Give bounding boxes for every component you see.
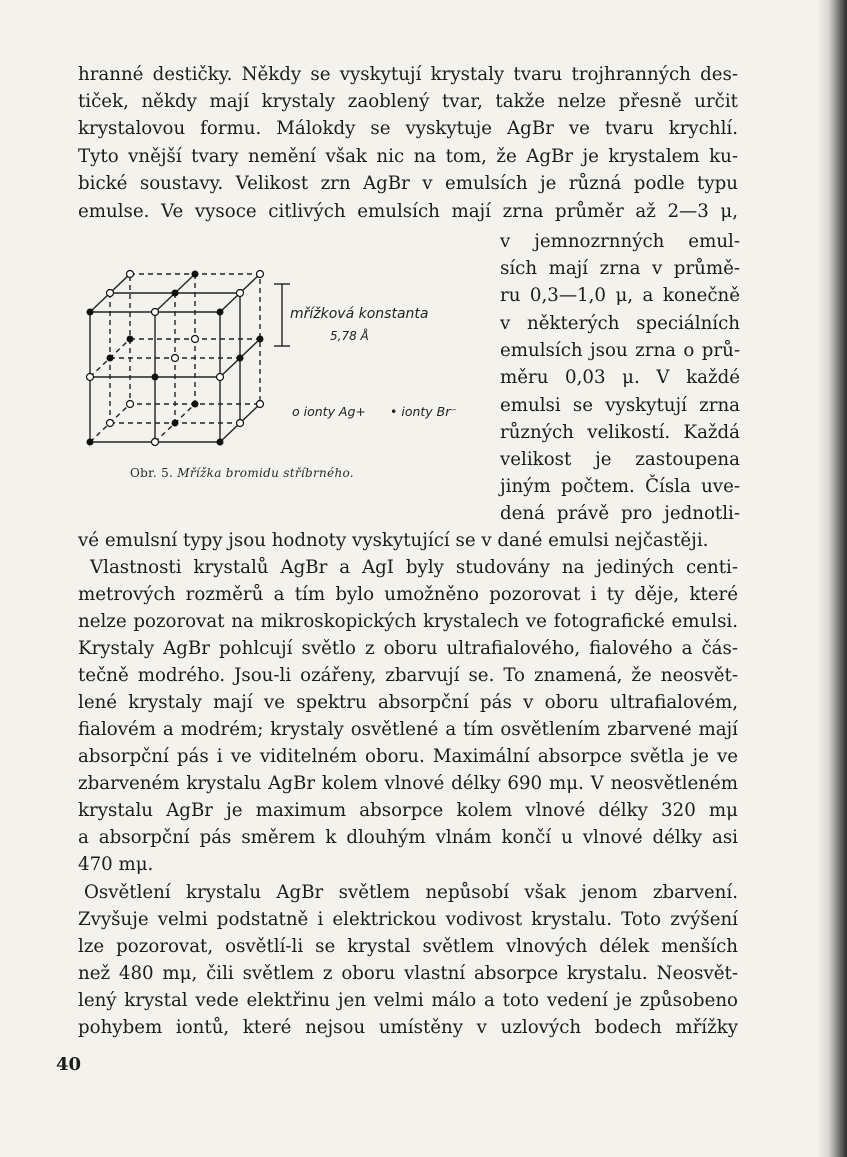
text-line: emulsi se vyskytují zrna <box>500 395 740 416</box>
text-line: velikost je zastoupena <box>500 449 740 470</box>
text-line: měru 0,03 μ. V každé <box>500 367 740 388</box>
text-line: krystalovou formu. Málokdy se vyskytuje AgBr ve tvaru krychlí. <box>78 118 738 139</box>
text-line: Zvyšuje velmi podstatně i elektrickou vodivost krystalu. Toto zvýšení <box>78 909 738 930</box>
text-line: krystalu AgBr je maximum absorpce kolem vlnové délky 320 mμ <box>78 800 738 821</box>
text-line: fialovém a modrém; krystaly osvětlené a tím osvětlením zbarvené mají <box>78 719 738 740</box>
lattice-constant-label: mřížková konstanta <box>290 306 429 322</box>
scan-edge-shadow <box>817 0 847 1157</box>
text-line: Krystaly AgBr pohlcují světlo z oboru ultrafialového, fialového a čás- <box>78 638 738 659</box>
text-line: než 480 mμ, čili světlem z oboru vlastní absorpce krystalu. Neosvět- <box>78 963 738 984</box>
page-number: 40 <box>56 1054 82 1075</box>
caption-text: Mřížka bromidu stříbrného. <box>177 466 354 480</box>
text-line: emulse. Ve vysoce citlivých emulsích mají zrna průměr až 2—3 μ, <box>78 201 738 222</box>
text-line: emulsích jsou zrna o prů- <box>500 340 740 361</box>
text-line: v některých speciálních <box>500 313 740 334</box>
text-line: 470 mμ. <box>78 854 154 875</box>
text-line: nelze pozorovat na mikroskopických krystalech ve fotografické emulsi. <box>78 611 738 632</box>
text-line: lený krystal vede elektřinu jen velmi málo a toto vedení je způsobeno <box>78 990 738 1011</box>
legend-br-ions: • ionty Br⁻ <box>390 404 457 419</box>
lattice-figure <box>84 262 504 492</box>
text-line: Tyto vnější tvary nemění však nic na tom, že AgBr je krystalem ku- <box>78 146 738 167</box>
text-line: v jemnozrnných emul- <box>500 231 740 252</box>
legend-ag-ions: o ionty Ag+ <box>292 404 366 419</box>
text-line: metrových rozměrů a tím bylo umožněno pozorovat i ty děje, které <box>78 584 738 605</box>
lattice-constant-value: 5,78 Å <box>330 329 369 343</box>
text-line: hranné destičky. Někdy se vyskytují krystaly tvaru trojhranných des- <box>78 64 738 85</box>
text-line: sích mají zrna v průmě- <box>500 258 740 279</box>
text-line: zbarveném krystalu AgBr kolem vlnové délky 690 mμ. V neosvětleném <box>78 773 738 794</box>
text-line: vé emulsní typy jsou hodnoty vyskytující se v dané emulsi nejčastěji. <box>78 530 709 551</box>
text-line: a absorpční pás směrem k dlouhým vlnám končí u vlnové délky asi <box>78 827 738 848</box>
text-line: bické soustavy. Velikost zrn AgBr v emulsích je různá podle typu <box>78 173 738 194</box>
figure-caption <box>130 466 354 480</box>
caption-prefix: Obr. 5. <box>130 466 174 480</box>
text-line: jiným počtem. Čísla uve- <box>500 476 740 497</box>
text-line: absorpční pás i ve viditelném oboru. Maximální absorpce světla je ve <box>78 746 738 767</box>
text-line: tiček, někdy mají krystaly zaoblený tvar, takže nelze přesně určit <box>78 91 738 112</box>
text-line: ru 0,3—1,0 μ, a konečně <box>500 285 740 306</box>
text-line: Vlastnosti krystalů AgBr a AgI byly studovány na jediných centi- <box>90 557 738 578</box>
text-line: různých velikostí. Každá <box>500 422 740 443</box>
text-line: pohybem iontů, které nejsou umístěny v uzlových bodech mřížky <box>78 1017 738 1038</box>
text-line: lze pozorovat, osvětlí-li se krystal světlem vlnových délek menších <box>78 936 738 957</box>
lattice-constant-bracket <box>274 284 290 346</box>
text-line: lené krystaly mají ve spektru absorpční pás v oboru ultrafialovém, <box>78 692 738 713</box>
text-line: dená právě pro jednotli- <box>500 503 740 524</box>
text-line: Osvětlení krystalu AgBr světlem nepůsobí však jenom zbarvení. <box>84 882 738 903</box>
text-line: tečně modrého. Jsou-li ozářeny, zbarvují se. To znamená, že neosvět- <box>78 665 738 686</box>
